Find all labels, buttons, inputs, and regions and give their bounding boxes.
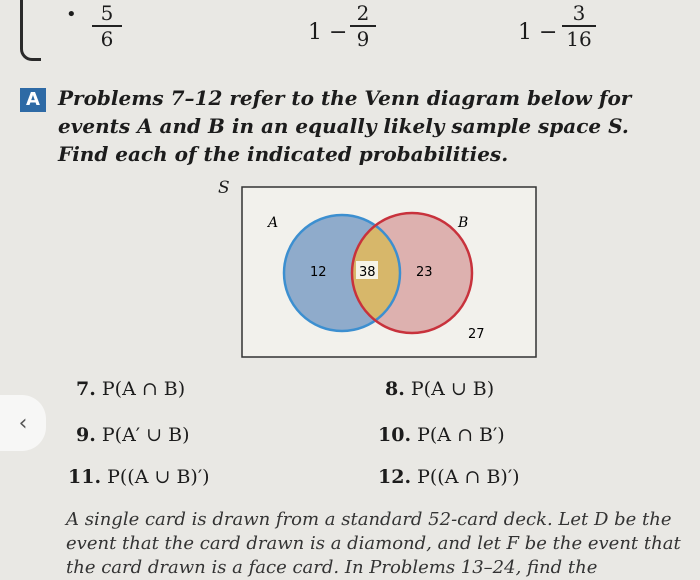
neither-count: 27 xyxy=(468,327,485,342)
set-a-label: A xyxy=(268,215,279,231)
answer-lead-3: 1 − xyxy=(518,20,558,45)
answer-lead-2: 1 − xyxy=(308,20,348,45)
problem-10: 10. P(A ∩ B′) xyxy=(378,424,505,446)
answer-fraction-1: 5 6 xyxy=(92,2,122,50)
problem-9: 9. P(A′ ∪ B) xyxy=(76,424,190,446)
next-section-paragraph: A single card is drawn from a standard 52-card deck. Let D be the event that the card drawn is a diamond, and let F be the event that the card drawn is a face card. In Problems 13–24, find the xyxy=(66,509,681,578)
problem-7: 7. P(A ∩ B) xyxy=(76,378,186,400)
only-b-count: 23 xyxy=(416,265,433,280)
only-a-count: 12 xyxy=(310,265,327,280)
problem-12: 12. P((A ∩ B)′) xyxy=(378,466,520,488)
venn-diagram xyxy=(240,185,540,360)
answer-fraction-3: 3 16 xyxy=(562,2,596,50)
both-count: 38 xyxy=(359,265,376,280)
set-b-label: B xyxy=(458,215,469,231)
answer-fraction-2: 2 9 xyxy=(350,2,376,50)
section-badge: A xyxy=(20,88,46,112)
chevron-left-icon: ‹ xyxy=(18,410,28,436)
section-instruction: Problems 7–12 refer to the Venn diagram below for events A and B in an equally likely sample space S. Find each of the indicated probabilities. xyxy=(58,86,632,166)
answer-marker: • xyxy=(66,4,77,25)
problem-8: 8. P(A ∪ B) xyxy=(385,378,495,400)
problem-11: 11. P((A ∪ B)′) xyxy=(68,466,210,488)
back-button[interactable] xyxy=(0,395,46,451)
answer-bracket xyxy=(20,0,41,61)
sample-space-label: S xyxy=(218,178,230,198)
